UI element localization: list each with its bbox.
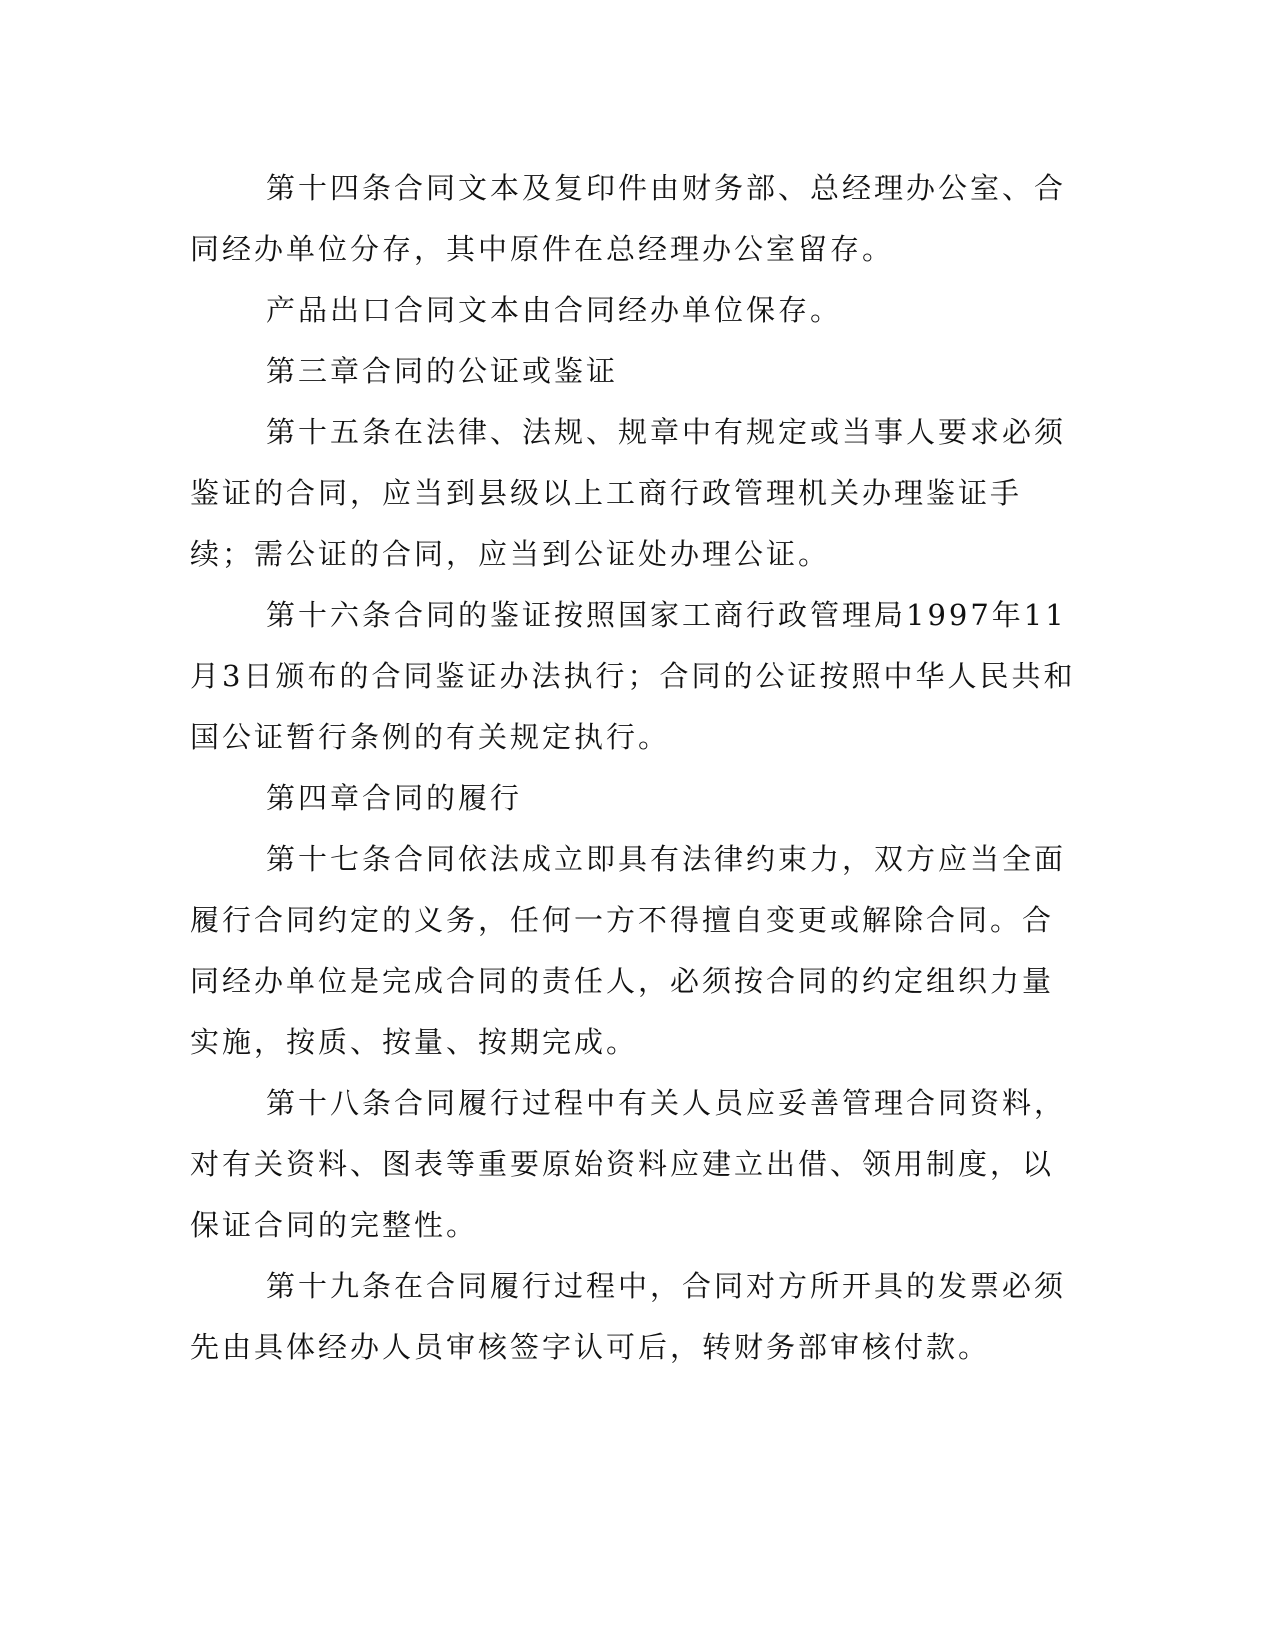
- document-body: [190, 158, 1080, 1378]
- paragraph-article-16: 第十六条合同的鉴证按照国家工商行政管理局1997年11月3日颁布的合同鉴证办法执行；合同的公证按照中华人民共和国公证暂行条例的有关规定执行。: [190, 598, 1076, 754]
- paragraph-article-15: 第十五条在法律、法规、规章中有规定或当事人要求必须鉴证的合同，应当到县级以上工商行政管理机关办理鉴证手续；需公证的合同，应当到公证处办理公证。: [190, 415, 1067, 571]
- paragraph-article-19: 第十九条在合同履行过程中，合同对方所开具的发票必须先由具体经办人员审核签字认可后，转财务部审核付款。: [190, 1269, 1067, 1364]
- paragraph-export-contract-storage: 产品出口合同文本由合同经办单位保存。: [266, 293, 843, 327]
- chapter-heading-4: 第四章合同的履行: [266, 781, 523, 815]
- chapter-heading-3: 第三章合同的公证或鉴证: [266, 354, 619, 388]
- paragraph-article-17: 第十七条合同依法成立即具有法律约束力，双方应当全面履行合同约定的义务，任何一方不得擅自变更或解除合同。合同经办单位是完成合同的责任人，必须按合同的约定组织力量实施，按质、按量、按期完成。: [190, 842, 1067, 1059]
- paragraph-article-18: 第十八条合同履行过程中有关人员应妥善管理合同资料，对有关资料、图表等重要原始资料应建立出借、领用制度，以保证合同的完整性。: [190, 1086, 1067, 1242]
- paragraph-article-14: 第十四条合同文本及复印件由财务部、总经理办公室、合同经办单位分存，其中原件在总经理办公室留存。: [190, 171, 1067, 266]
